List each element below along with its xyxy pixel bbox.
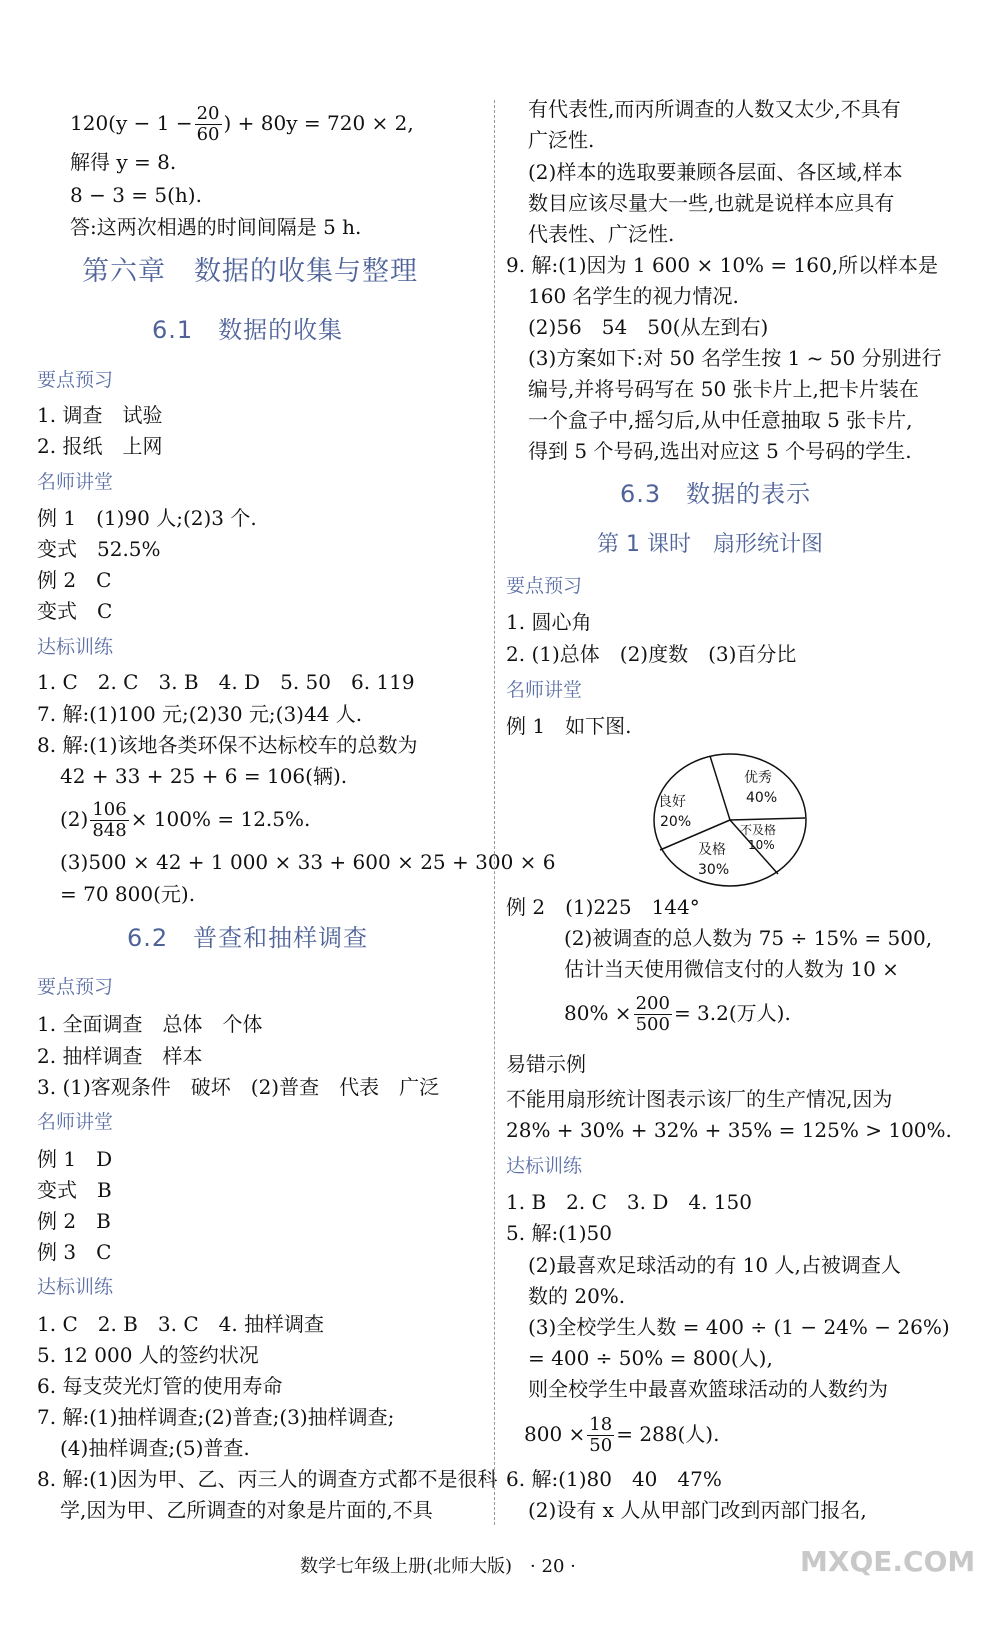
equation-line: 80% × $\frac{200}{500}$ = 3.2(万人). [564, 993, 791, 1035]
text-line: 代表性、广泛性. [528, 222, 675, 246]
subsection-heading: 要点预习 [506, 575, 583, 597]
subsection-heading: 易错示例 [506, 1052, 586, 1076]
text-line: 估计当天使用微信支付的人数为 10 × [564, 957, 899, 981]
text-line: 例 1 (1)90 人;(2)3 个. [37, 506, 257, 530]
text-line: (3)方案如下:对 50 名学生按 1 ~ 50 分别进行 [528, 346, 942, 370]
text-line: 160 名学生的视力情况. [528, 284, 739, 308]
text-line: (4)抽样调查;(5)普查. [60, 1436, 250, 1460]
text-line: 2. (1)总体 (2)度数 (3)百分比 [506, 642, 797, 666]
text-line: 变式 C [37, 599, 113, 623]
text-line: 6. 每支荧光灯管的使用寿命 [37, 1374, 283, 1398]
text-line: 8. 解:(1)因为甲、乙、丙三人的调查方式都不是很科 [37, 1467, 498, 1491]
text-line: 8. 解:(1)该地各类环保不达标校车的总数为 [37, 733, 418, 757]
text-line: (2)被调查的总人数为 75 ÷ 15% = 500, [564, 926, 933, 950]
fraction: $\frac{200}{500}$ [635, 993, 670, 1035]
subsection-heading: 名师讲堂 [506, 679, 583, 701]
text-line: 编号,并将号码写在 50 张卡片上,把卡片装在 [528, 377, 919, 401]
text-line: 7. 解:(1)100 元;(2)30 元;(3)44 人. [37, 702, 363, 726]
text-line: 例 2 B [37, 1209, 111, 1233]
pie-label-ji-pct: 30% [698, 862, 730, 878]
fraction: $\frac{20}{60}$ [196, 103, 220, 145]
text-line: 1. C 2. B 3. C 4. 抽样调查 [37, 1312, 325, 1336]
text-line: 答:这两次相遇的时间间隔是 5 h. [70, 215, 362, 239]
text-line: 1. 圆心角 [506, 610, 592, 634]
subsection-heading: 要点预习 [37, 976, 114, 998]
text-line: (3)全校学生人数 = 400 ÷ (1 − 24% − 26%) [528, 1315, 950, 1339]
text-line: 则全校学生中最喜欢篮球活动的人数约为 [528, 1377, 888, 1401]
fraction: $\frac{18}{50}$ [589, 1414, 613, 1456]
text-line: 1. 调查 试验 [37, 403, 163, 427]
text-line: 2. 报纸 上网 [37, 434, 163, 458]
text-line: 2. 抽样调查 样本 [37, 1044, 203, 1068]
fraction: $\frac{106}{848}$ [92, 799, 127, 841]
text-line: 1. C 2. C 3. B 4. D 5. 50 6. 119 [37, 670, 415, 694]
text-line: 8 − 3 = 5(h). [70, 183, 202, 207]
text-line: 例 3 C [37, 1240, 112, 1264]
text-line: 5. 12 000 人的签约状况 [37, 1343, 259, 1367]
text-line: 6. 解:(1)80 40 47% [506, 1467, 722, 1491]
subsection-heading: 达标训练 [37, 636, 114, 658]
text-line: 解得 y = 8. [70, 150, 177, 174]
text-line: 5. 解:(1)50 [506, 1221, 612, 1245]
text-line: 学,因为甲、乙所调查的对象是片面的,不具 [60, 1498, 433, 1522]
page-footer: 数学七年级上册(北师大版) · 20 · [300, 1556, 576, 1577]
text-line: 例 2 (1)225 144° [506, 895, 700, 919]
text-line: 例 1 D [37, 1147, 113, 1171]
text-line: = 70 800(元). [60, 882, 196, 906]
pie-label-liang-pct: 20% [660, 814, 692, 830]
text-line: 7. 解:(1)抽样调查;(2)普查;(3)抽样调查; [37, 1405, 395, 1429]
watermark-logo: MXQE.COM [800, 1545, 976, 1578]
text-line: 例 1 如下图. [506, 714, 632, 738]
subsection-heading: 名师讲堂 [37, 471, 114, 493]
text-line: 3. (1)客观条件 破坏 (2)普查 代表 广泛 [37, 1075, 440, 1099]
equation-line: (2) $\frac{106}{848}$ × 100% = 12.5%. [60, 799, 311, 841]
text-line: 数的 20%. [528, 1284, 626, 1308]
text-line: (2)最喜欢足球活动的有 10 人,占被调查人 [528, 1253, 901, 1277]
pie-label-you: 优秀 [744, 770, 772, 786]
text-line: 9. 解:(1)因为 1 600 × 10% = 160,所以样本是 [506, 253, 939, 277]
lesson-title: 第 1 课时 扇形统计图 [597, 532, 823, 557]
text-line: (2)样本的选取要兼顾各层面、各区域,样本 [528, 160, 903, 184]
column-divider [494, 100, 496, 1525]
text-line: 得到 5 个号码,选出对应这 5 个号码的学生. [528, 439, 912, 463]
text-line: (2)设有 x 人从甲部门改到丙部门报名, [528, 1498, 867, 1522]
pie-chart [650, 750, 810, 890]
text-line: 广泛性. [528, 128, 595, 152]
text-line: = 400 ÷ 50% = 800(人), [528, 1346, 773, 1370]
section-title: 6.1 数据的收集 [152, 316, 344, 344]
pie-label-liang: 良好 [658, 794, 686, 810]
subsection-heading: 达标训练 [506, 1155, 583, 1177]
pie-label-you-pct: 40% [746, 790, 778, 806]
text-line: 变式 B [37, 1178, 112, 1202]
text-line: 1. B 2. C 3. D 4. 150 [506, 1190, 752, 1214]
subsection-heading: 名师讲堂 [37, 1111, 114, 1133]
chapter-title: 第六章 数据的收集与整理 [82, 256, 418, 287]
text-line: (2)56 54 50(从左到右) [528, 315, 769, 339]
text-line: 28% + 30% + 32% + 35% = 125% > 100%. [506, 1118, 952, 1142]
text-line: 变式 52.5% [37, 537, 161, 561]
text-line: 有代表性,而丙所调查的人数又太少,不具有 [528, 97, 901, 121]
pie-label-bu: 不及格 [740, 823, 777, 837]
section-title: 6.3 数据的表示 [620, 480, 812, 508]
equation-line: 800 × $\frac{18}{50}$ = 288(人). [524, 1414, 720, 1456]
text-line: 不能用扇形统计图表示该厂的生产情况,因为 [506, 1087, 893, 1111]
text-line: 数目应该尽量大一些,也就是说样本应具有 [528, 191, 895, 215]
text-line: 1. 全面调查 总体 个体 [37, 1012, 263, 1036]
subsection-heading: 达标训练 [37, 1276, 114, 1298]
section-title: 6.2 普查和抽样调查 [127, 924, 369, 952]
pie-label-bu-pct: 10% [748, 838, 775, 852]
subsection-heading: 要点预习 [37, 369, 114, 391]
text-line: 一个盒子中,摇匀后,从中任意抽取 5 张卡片, [528, 408, 913, 432]
text-line: 42 + 33 + 25 + 6 = 106(辆). [60, 764, 348, 788]
text-line: 例 2 C [37, 568, 112, 592]
pie-label-ji: 及格 [698, 842, 726, 858]
equation-line: 120(y − 1 − $\frac{20}{60}$ ) + 80y = 720 × 2, [70, 103, 414, 145]
text-line: (3)500 × 42 + 1 000 × 33 + 600 × 25 + 300 × 6 [60, 850, 556, 874]
